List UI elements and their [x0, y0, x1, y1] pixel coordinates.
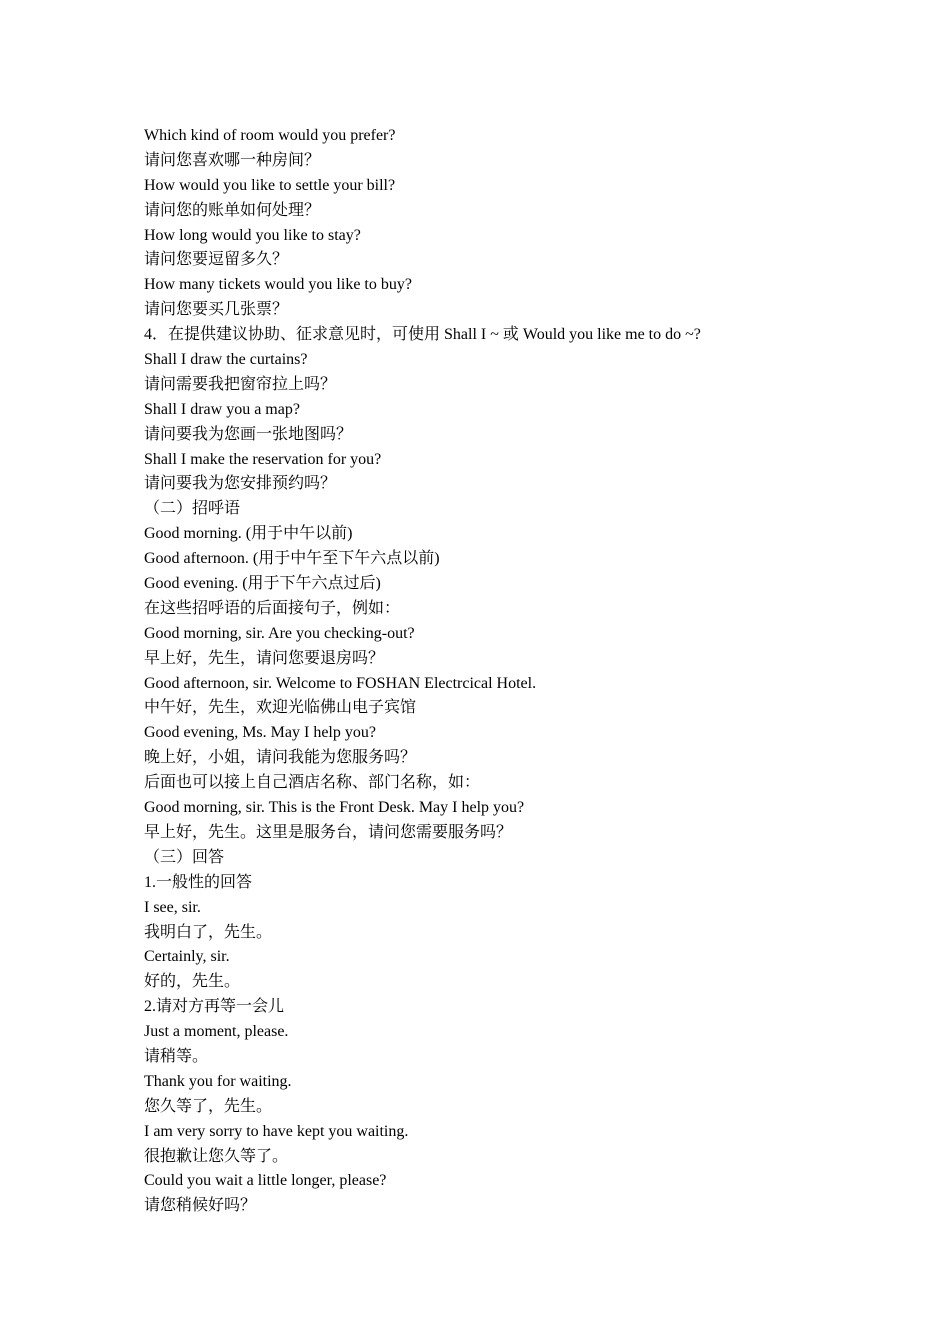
text-line: Good morning, sir. Are you checking-out? — [144, 624, 415, 642]
text-line: 在这些招呼语的后面接句子，例如： — [144, 599, 401, 617]
text-line: 晚上好，小姐，请问我能为您服务吗？ — [144, 749, 417, 767]
text-line: 请问需要我把窗帘拉上吗？ — [144, 375, 337, 393]
text-line: Good morning. (用于中午以前) — [144, 525, 353, 543]
text-line: Thank you for waiting. — [144, 1072, 292, 1090]
text-line: 很抱歉让您久等了。 — [144, 1147, 289, 1165]
text-line: I see, sir. — [144, 898, 201, 916]
text-line: 早上好，先生。这里是服务台，请问您需要服务吗？ — [144, 823, 513, 841]
text-line: How would you like to settle your bill? — [144, 176, 396, 194]
text-line: 请问您的账单如何处理？ — [144, 201, 321, 219]
text-line: 中午好，先生，欢迎光临佛山电子宾馆 — [144, 699, 417, 717]
text-line: Good afternoon, sir. Welcome to FOSHAN Electrcical Hotel. — [144, 674, 537, 692]
text-line: Shall I make the reservation for you? — [144, 450, 382, 468]
text-line: Could you wait a little longer, please? — [144, 1172, 387, 1190]
text-line: Good morning, sir. This is the Front Desk. May I help you? — [144, 799, 525, 817]
text-line: 请您稍候好吗？ — [144, 1197, 257, 1215]
text-line: How long would you like to stay? — [144, 226, 361, 244]
text-line: 您久等了，先生。 — [144, 1097, 273, 1115]
text-line: Certainly, sir. — [144, 948, 230, 966]
text-line: 请问您要逗留多久？ — [144, 251, 289, 269]
text-line: 早上好，先生，请问您要退房吗？ — [144, 649, 385, 667]
text-line: 请稍等。 — [144, 1047, 209, 1065]
text-line: Shall I draw the curtains? — [144, 351, 308, 369]
text-line: Shall I draw you a map? — [144, 400, 300, 418]
subsection-heading: 2.请对方再等一会儿 — [144, 998, 285, 1016]
section-heading: （二）招呼语 — [144, 500, 241, 518]
text-line: Which kind of room would you prefer? — [144, 127, 396, 144]
subsection-heading: 1.一般性的回答 — [144, 873, 253, 891]
document-page — [144, 124, 904, 1219]
text-line: 请问要我为您画一张地图吗？ — [144, 425, 353, 443]
text-line: How many tickets would you like to buy? — [144, 276, 412, 294]
text-line: Good evening. (用于下午六点过后) — [144, 575, 381, 593]
text-line: 请问您要买几张票？ — [144, 301, 289, 319]
text-line: 请问要我为您安排预约吗？ — [144, 475, 337, 493]
text-line: 我明白了，先生。 — [144, 923, 273, 941]
text-line: Good afternoon. (用于中午至下午六点以前) — [144, 550, 440, 568]
text-line: I am very sorry to have kept you waiting. — [144, 1122, 409, 1140]
text-line: Good evening, Ms. May I help you? — [144, 724, 376, 742]
section-item-heading: 4．在提供建议协助、征求意见时，可使用 Shall I ~ 或 Would you like me to do ~? — [144, 326, 701, 344]
section-heading: （三）回答 — [144, 848, 225, 866]
text-line: 后面也可以接上自己酒店名称、部门名称，如： — [144, 774, 481, 792]
text-line: 请问您喜欢哪一种房间？ — [144, 151, 321, 169]
text-line: Just a moment, please. — [144, 1023, 289, 1041]
text-line: 好的，先生。 — [144, 973, 241, 991]
